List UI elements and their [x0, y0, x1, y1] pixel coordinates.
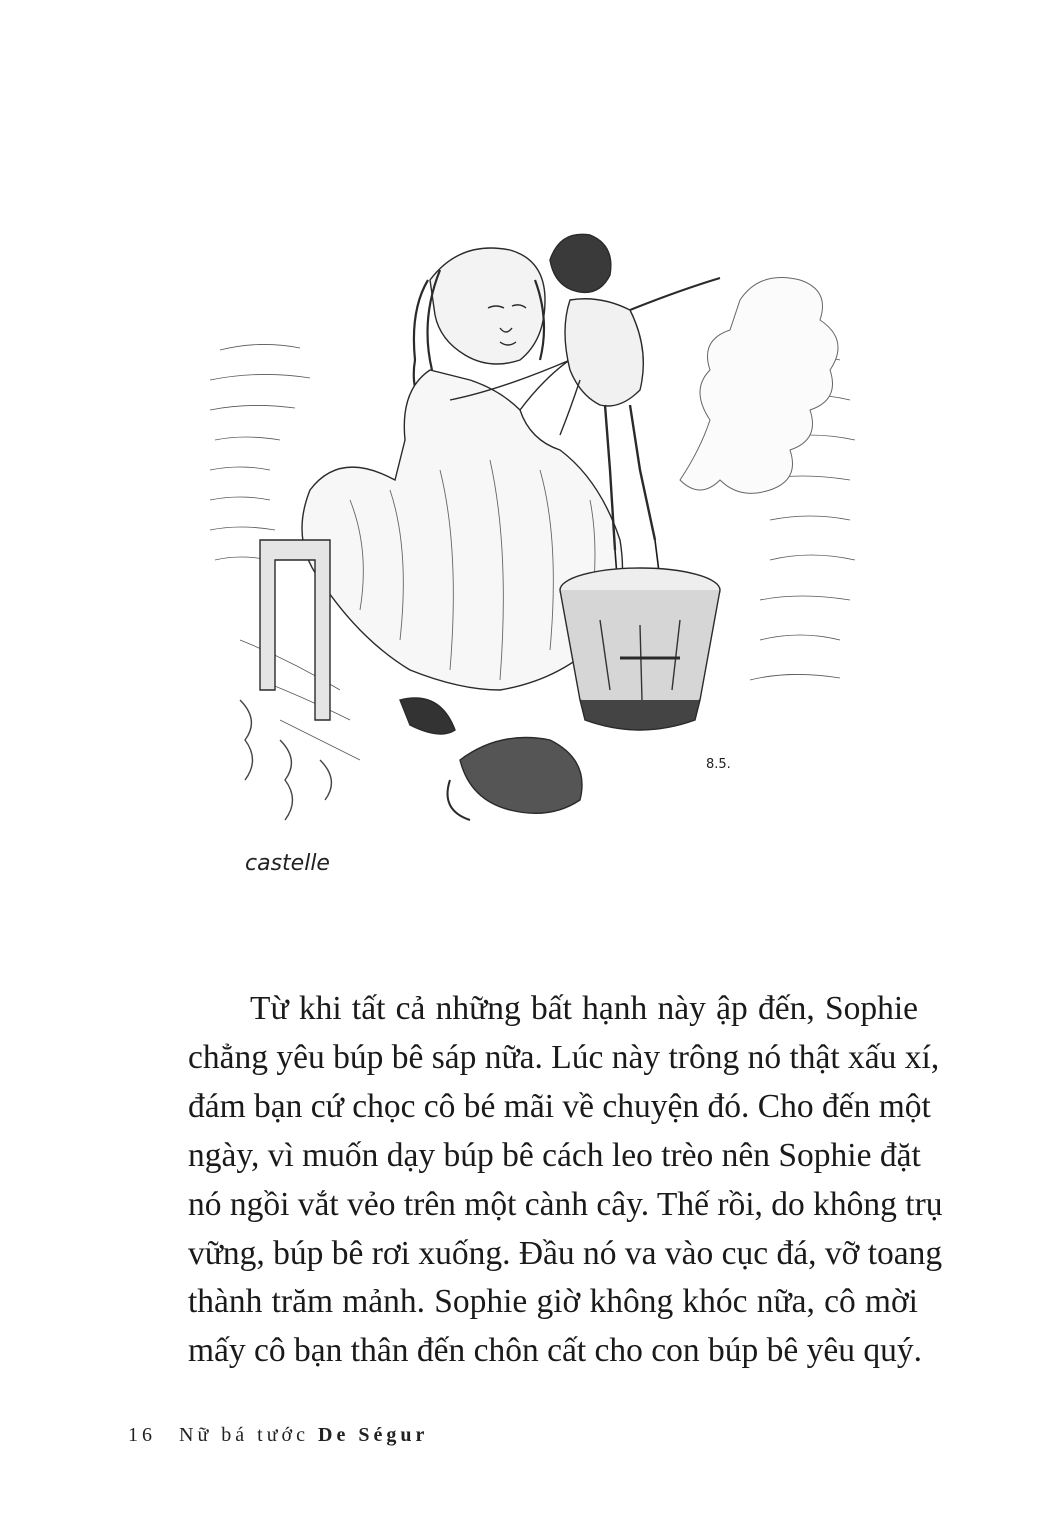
body-paragraph	[128, 985, 943, 1376]
illustration-mark: 8.5.	[706, 757, 731, 772]
body-line: nó ngồi vắt vẻo trên một cành cây. Thế rồi, do không trụ	[188, 1185, 943, 1223]
body-line: mấy cô bạn thân đến chôn cất cho con búp bê yêu quý.	[188, 1332, 922, 1370]
illustration	[200, 220, 880, 890]
page-footer	[128, 1424, 428, 1447]
illustration-signature: castelle	[245, 851, 330, 876]
page-number: 16	[128, 1424, 156, 1446]
body-line: Từ khi tất cả những bất hạnh này ập đến, Sophie	[250, 990, 918, 1027]
body-line: đám bạn cứ chọc cô bé mãi về chuyện đó. Cho đến một	[188, 1087, 931, 1125]
body-line: chẳng yêu búp bê sáp nữa. Lúc này trông nó thật xấu xí,	[188, 1038, 940, 1076]
author-name: De Ségur	[318, 1424, 429, 1446]
engraving-illustration-icon	[200, 220, 880, 890]
book-title: Nữ bá tước	[179, 1424, 310, 1446]
body-line: thành trăm mảnh. Sophie giờ không khóc nữa, cô mời	[188, 1283, 918, 1321]
body-line: ngày, vì muốn dạy búp bê cách leo trèo nên Sophie đặt	[188, 1136, 921, 1174]
body-line: vững, búp bê rơi xuống. Đầu nó va vào cục đá, vỡ toang	[188, 1234, 943, 1272]
